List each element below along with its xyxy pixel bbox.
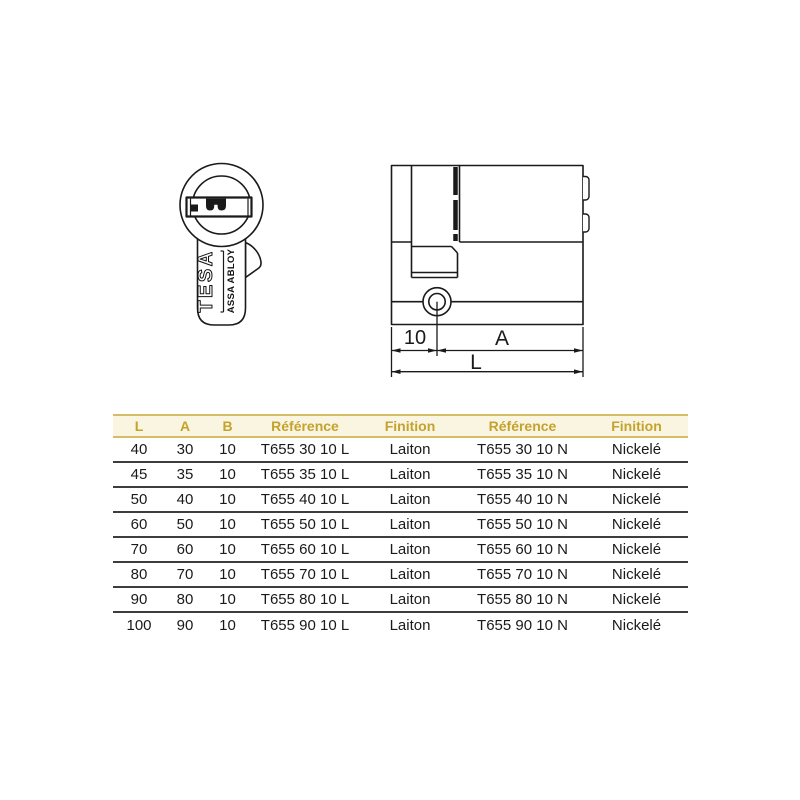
table-cell: Laiton — [389, 441, 431, 458]
cam-tab-bottom — [583, 214, 589, 232]
dimensions-table — [113, 414, 688, 638]
dim-label-l: L — [470, 351, 482, 374]
table-cell: 50 — [176, 516, 194, 533]
side-body-outline — [392, 166, 584, 325]
col-header-reference-laiton: Référence — [271, 418, 339, 434]
table-cell: 80 — [130, 566, 148, 583]
table-cell: 10 — [219, 516, 236, 533]
table-cell: T655 70 10 L — [260, 566, 350, 583]
table-cell: T655 90 10 L — [260, 617, 350, 634]
table-cell: T655 70 10 N — [477, 566, 568, 583]
table-cell: T655 40 10 N — [477, 491, 568, 508]
table-cell: 90 — [130, 591, 148, 608]
table-cell: T655 35 10 N — [477, 466, 568, 483]
table-cell: T655 80 10 N — [477, 591, 568, 608]
col-header-a: A — [179, 418, 191, 434]
table-row — [113, 613, 688, 638]
table-cell: 70 — [176, 566, 194, 583]
table-cell: Nickelé — [611, 541, 662, 558]
cam-lobe — [246, 243, 262, 278]
table-cell: 80 — [176, 591, 194, 608]
table-cell: 10 — [219, 617, 236, 634]
table-cell: 10 — [219, 491, 236, 508]
table-cell: T655 30 10 N — [477, 441, 568, 458]
table-cell: Nickelé — [611, 466, 662, 483]
table-cell: T655 40 10 L — [260, 491, 350, 508]
cylinder-drawing — [90, 130, 710, 400]
col-header-reference-nickel: Référence — [488, 418, 557, 434]
table-row — [113, 513, 688, 538]
table-cell: Nickelé — [611, 591, 662, 608]
table-cell: 90 — [176, 617, 194, 634]
table-cell: 10 — [219, 566, 236, 583]
table-cell: T655 50 10 N — [477, 516, 568, 533]
dim-label-10: 10 — [403, 327, 427, 349]
table-row — [113, 438, 688, 463]
table-cell: T655 90 10 N — [477, 617, 568, 634]
table-cell: Laiton — [389, 617, 431, 634]
brand-secondary-text: ASSA ABLOY — [226, 248, 237, 314]
table-rows — [113, 438, 688, 638]
table-cell: T655 80 10 L — [260, 591, 350, 608]
table-cell: Laiton — [389, 591, 431, 608]
table-cell: 70 — [130, 541, 148, 558]
table-cell: Nickelé — [611, 617, 662, 634]
product-diagram — [90, 130, 710, 400]
table-row — [113, 538, 688, 563]
table-cell: 60 — [130, 516, 148, 533]
table-cell: 10 — [219, 541, 236, 558]
table-cell: 60 — [176, 541, 194, 558]
col-header-finition-nickel: Finition — [611, 418, 662, 434]
table-cell: 40 — [130, 441, 148, 458]
table-cell: Nickelé — [611, 491, 662, 508]
table-cell: 50 — [130, 491, 148, 508]
table-header-row — [113, 414, 688, 438]
table-cell: 10 — [219, 441, 236, 458]
cam-tab-top — [583, 177, 589, 201]
table-cell: Nickelé — [611, 566, 662, 583]
table-cell: 100 — [126, 617, 152, 634]
table-cell: 40 — [176, 491, 194, 508]
table-cell: Laiton — [389, 541, 431, 558]
brand-logo-text: TESA — [195, 249, 217, 313]
table-cell: Laiton — [389, 466, 431, 483]
col-header-l: L — [134, 418, 144, 434]
cylinder-side-view — [392, 166, 590, 378]
col-header-b: B — [222, 418, 233, 434]
table-cell: Nickelé — [611, 441, 662, 458]
table-row — [113, 463, 688, 488]
table-cell: T655 60 10 L — [260, 541, 350, 558]
table-cell: 10 — [219, 466, 236, 483]
key-profile-step — [191, 205, 199, 212]
table-cell: Laiton — [389, 516, 431, 533]
cylinder-front-view — [180, 164, 263, 326]
table-cell: T655 35 10 L — [260, 466, 350, 483]
table-cell: 45 — [130, 466, 148, 483]
table-cell: Laiton — [389, 491, 431, 508]
table-cell: 35 — [176, 466, 194, 483]
table-cell: 30 — [176, 441, 194, 458]
dim-label-a: A — [494, 327, 510, 350]
table-cell: Laiton — [389, 566, 431, 583]
table-row — [113, 588, 688, 613]
table-cell: Nickelé — [611, 516, 662, 533]
table-row — [113, 488, 688, 513]
table-cell: T655 30 10 L — [260, 441, 350, 458]
table-cell: T655 60 10 N — [477, 541, 568, 558]
table-cell: 10 — [219, 591, 236, 608]
table-cell: T655 50 10 L — [260, 516, 350, 533]
table-row — [113, 563, 688, 588]
col-header-finition-laiton: Finition — [384, 418, 436, 434]
